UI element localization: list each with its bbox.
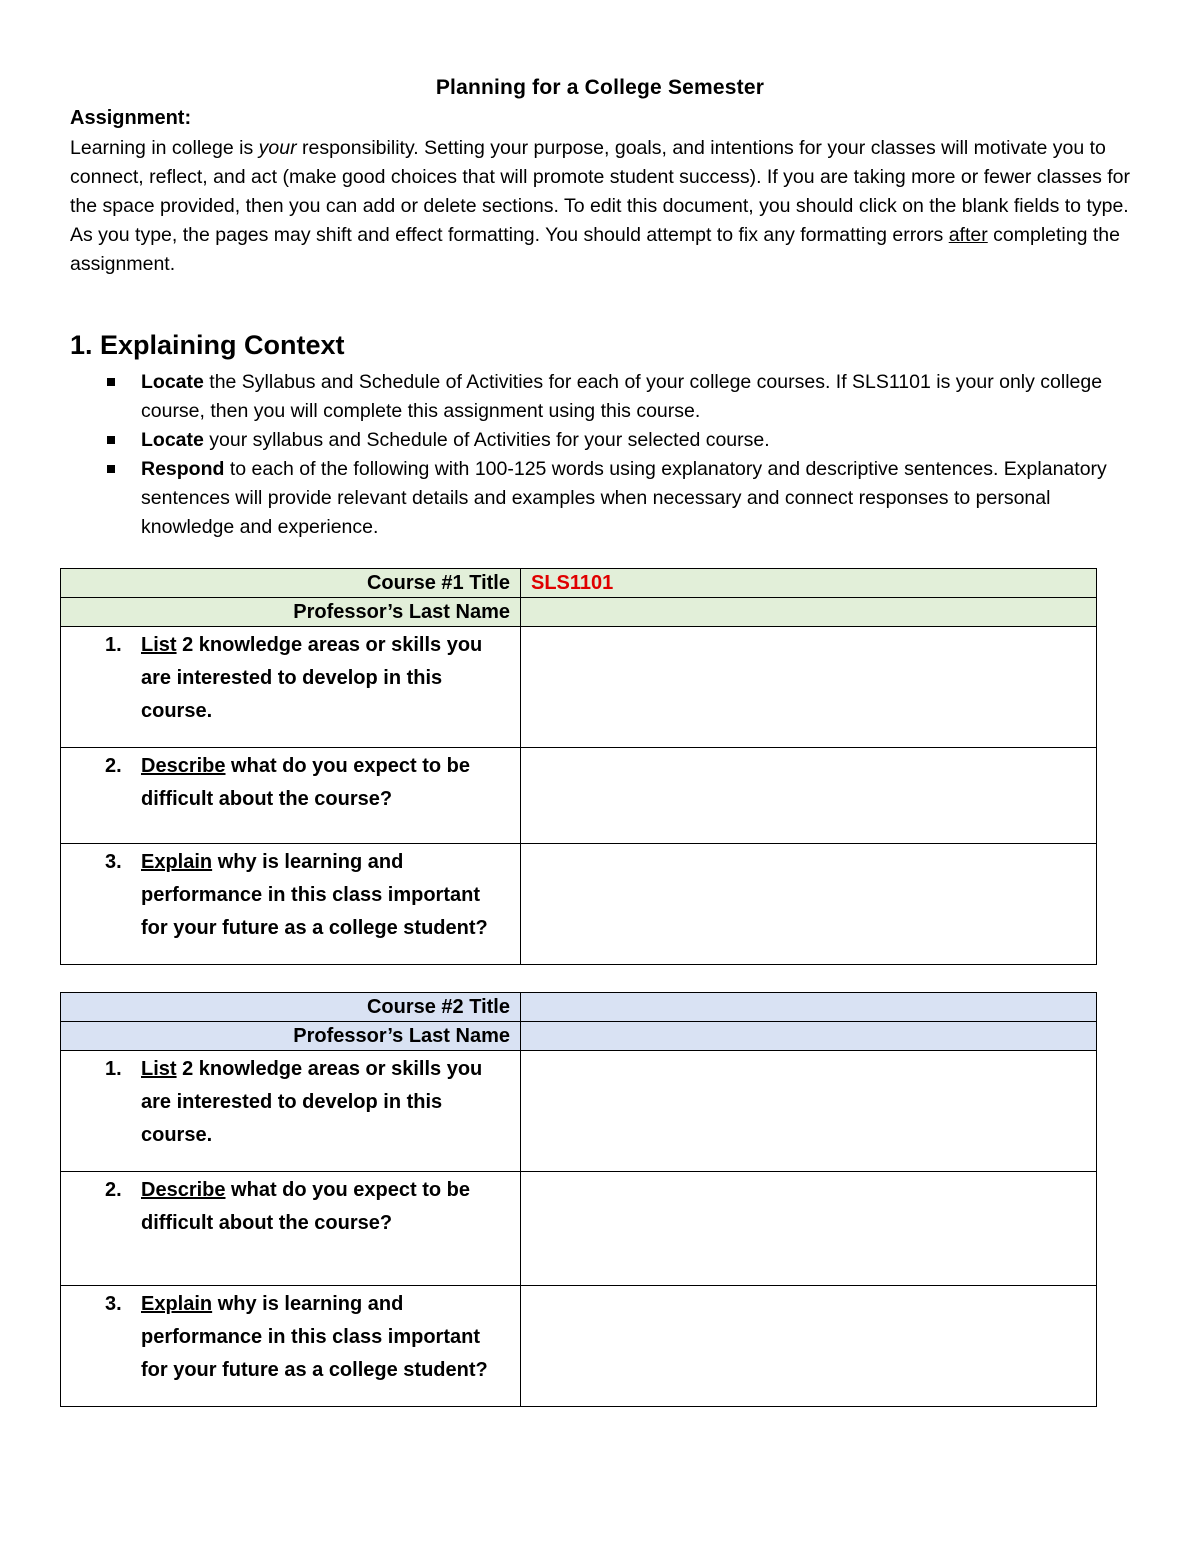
instruction-item xyxy=(105,368,1135,426)
document-title: Planning for a College Semester xyxy=(435,76,765,99)
course-1-question-2 xyxy=(61,748,521,844)
course-2-question-2 xyxy=(61,1172,521,1286)
instruction-text: to each of the following with 100-125 words using explanatory and descriptive sentences. Explanatory sentences will provide relevant details and examples when necessary and connect responses to personal knowledge and experience. xyxy=(141,458,1107,538)
course-1-professor-field[interactable] xyxy=(521,598,1097,627)
instruction-item xyxy=(105,455,1135,542)
course-2-question-3 xyxy=(61,1286,521,1407)
assignment-label: Assignment: xyxy=(70,107,192,129)
question-verb: Explain xyxy=(141,1293,213,1315)
section-heading: 1. Explaining Context xyxy=(70,330,345,360)
question-text: 2 knowledge areas or skills you are interested to develop in this course. xyxy=(141,634,483,722)
course-2-professor-field[interactable] xyxy=(521,1022,1097,1051)
course-2-professor-label: Professor’s Last Name xyxy=(61,1022,521,1051)
course-1-question-3 xyxy=(61,844,521,965)
course-2-title-row xyxy=(61,993,1097,1022)
course-1-professor-label: Professor’s Last Name xyxy=(61,598,521,627)
course-1-question-row xyxy=(61,844,1097,965)
assignment-text-1: Learning in college is xyxy=(70,137,259,159)
course-1-question-1 xyxy=(61,627,521,748)
assignment-text-italic: your xyxy=(258,137,297,159)
question-number: 2. xyxy=(105,1179,122,1201)
question-verb: Describe xyxy=(141,755,226,777)
course-1-title-row xyxy=(61,569,1097,598)
instruction-text: your syllabus and Schedule of Activities for your selected course. xyxy=(203,429,770,451)
course-2-professor-row xyxy=(61,1022,1097,1051)
instruction-text: the Syllabus and Schedule of Activities for each of your college courses. If SLS1101 is your only college course, then you will complete this assignment using this course. xyxy=(141,371,1103,422)
course-2-question-row xyxy=(61,1051,1097,1172)
course-2-question-row xyxy=(61,1286,1097,1407)
instruction-list xyxy=(105,368,1135,542)
assignment-text-2: responsibility. Setting your purpose, goals, and intentions for your classes will motivate you to connect, reflect, and act (make good choices that will promote student success). If you are taking more or fewer classes for the space provided, then you can add or delete sections. To edit this document, you should click on the blank fields to type. As you type, the pages may shift and effect formatting. You should attempt to fix any formatting errors xyxy=(70,137,1130,246)
question-number: 1. xyxy=(105,634,122,656)
course-1-title-label: Course #1 Title xyxy=(61,569,521,598)
question-verb: Explain xyxy=(141,851,213,873)
assignment-text-underlined: after xyxy=(948,224,988,246)
course-2-question-1 xyxy=(61,1051,521,1172)
assignment-body xyxy=(70,134,1130,279)
question-text: what do you expect to be difficult about the course? xyxy=(141,1179,470,1234)
question-text: what do you expect to be difficult about the course? xyxy=(141,755,470,810)
question-verb: List xyxy=(141,1058,177,1080)
instruction-verb: Respond xyxy=(141,458,225,480)
course-2-answer-1-field[interactable] xyxy=(521,1051,1097,1172)
bullet-square-icon xyxy=(107,436,115,444)
course-1-question-row xyxy=(61,627,1097,748)
course-2-table xyxy=(60,992,1097,1407)
question-number: 1. xyxy=(105,1058,122,1080)
course-1-answer-3-field[interactable] xyxy=(521,844,1097,965)
assignment-text-3: completing the assignment. xyxy=(70,224,1120,275)
question-text: why is learning and performance in this class important for your future as a college student? xyxy=(141,1293,488,1381)
course-1-question-row xyxy=(61,748,1097,844)
course-2-title-field[interactable] xyxy=(521,993,1097,1022)
course-2-title-label: Course #2 Title xyxy=(61,993,521,1022)
course-1-answer-1-field[interactable] xyxy=(521,627,1097,748)
instruction-item xyxy=(105,426,1135,455)
course-2-answer-3-field[interactable] xyxy=(521,1286,1097,1407)
question-text: why is learning and performance in this class important for your future as a college student? xyxy=(141,851,488,939)
course-1-title-field[interactable] xyxy=(521,569,1097,598)
question-verb: List xyxy=(141,634,177,656)
bullet-square-icon xyxy=(107,465,115,473)
question-number: 3. xyxy=(105,1293,122,1315)
bullet-square-icon xyxy=(107,378,115,386)
instruction-verb: Locate xyxy=(141,429,204,451)
course-1-table xyxy=(60,568,1097,965)
course-1-professor-row xyxy=(61,598,1097,627)
instruction-verb: Locate xyxy=(141,371,204,393)
course-2-answer-2-field[interactable] xyxy=(521,1172,1097,1286)
question-number: 2. xyxy=(105,755,122,777)
question-text: 2 knowledge areas or skills you are interested to develop in this course. xyxy=(141,1058,483,1146)
course-1-title-value: SLS1101 xyxy=(531,572,614,594)
question-number: 3. xyxy=(105,851,122,873)
course-2-question-row xyxy=(61,1172,1097,1286)
course-1-answer-2-field[interactable] xyxy=(521,748,1097,844)
question-verb: Describe xyxy=(141,1179,226,1201)
